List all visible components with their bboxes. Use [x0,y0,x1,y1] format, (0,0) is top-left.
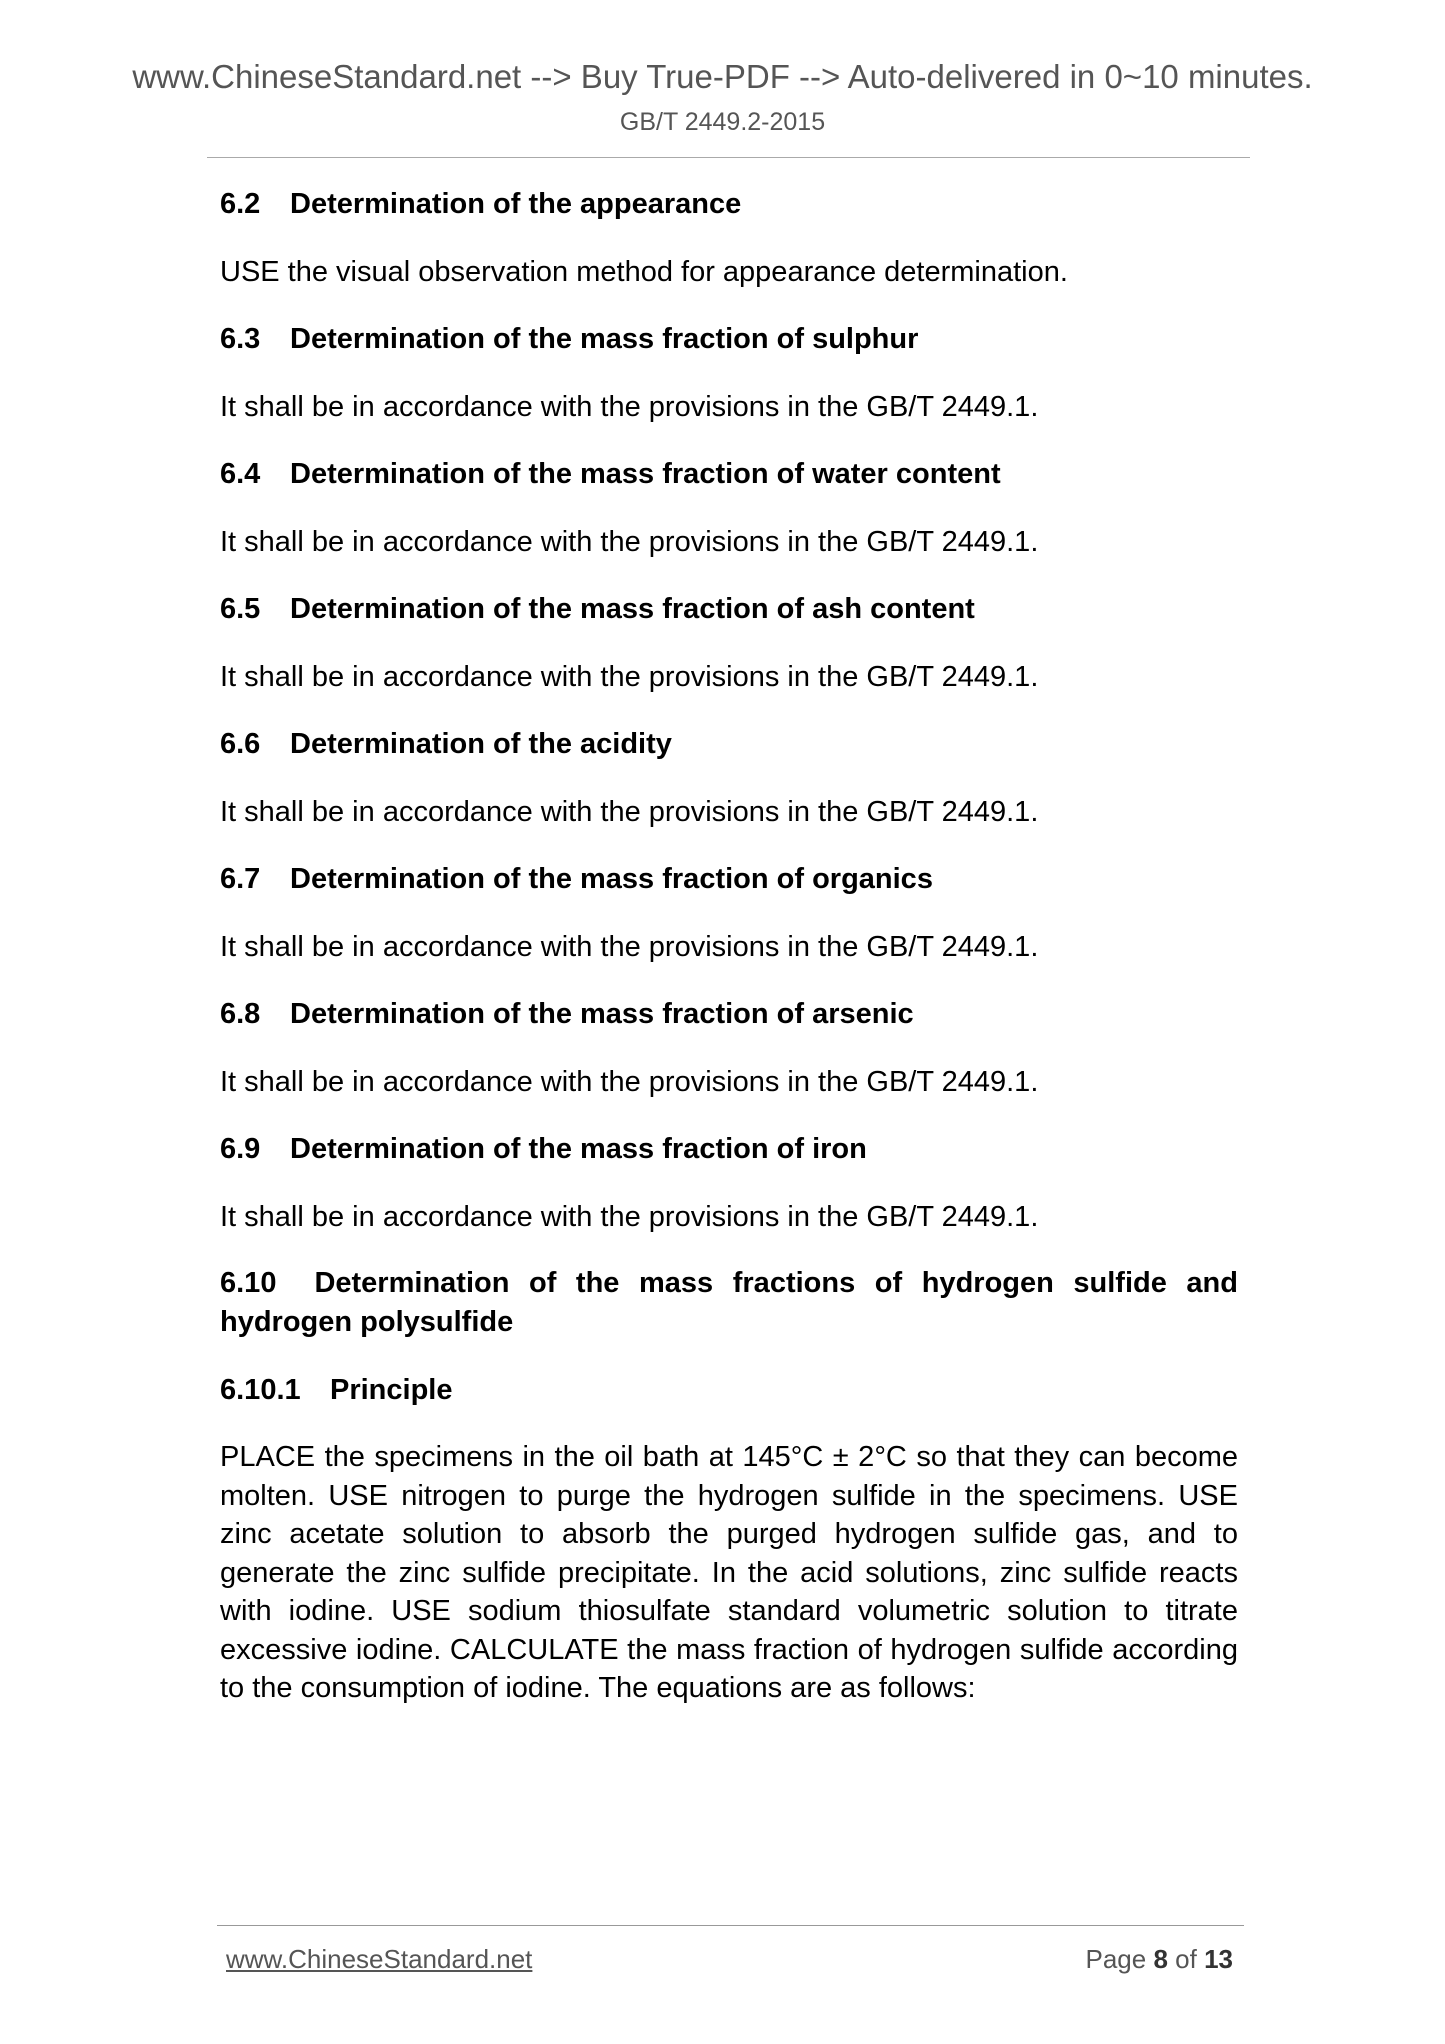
section-heading-6-4 [220,454,1238,494]
section-heading-6-10-1 [220,1370,1238,1410]
page-of-label: of [1175,1944,1197,1974]
section-heading-6-3 [220,319,1238,359]
section-heading-6-9 [220,1129,1238,1169]
section-title: Determination of the mass fraction of sulphur [290,323,919,355]
section-title: Principle [330,1374,453,1406]
principle-paragraph: PLACE the specimens in the oil bath at 145°C ± 2°C so that they can become molten. USE nitrogen to purge the hydrogen sulfide in the specimens. USE zinc acetate solution to absorb the purged hydrogen sulfide gas, and to generate the zinc sulfide precipitate. In the acid solutions, zinc sulfide reacts with iodine. USE sodium thiosulfate standard volumetric solution to titrate excessive iodine. CALCULATE the mass fraction of hydrogen sulfide according to the consumption of iodine. The equations are as follows: [220,1441,1238,1704]
section-title: Determination of the mass fraction of iron [290,1133,867,1165]
section-title: Determination of the acidity [290,728,672,760]
section-number: 6.10.1 [220,1374,301,1406]
footer-site-link[interactable]: www.ChineseStandard.net [226,1944,533,1974]
section-heading-6-8 [220,994,1238,1034]
section-body-6-8: It shall be in accordance with the provisions in the GB/T 2449.1. [220,1066,1039,1098]
footer-divider [217,1925,1244,1926]
section-title: Determination of the mass fractions of hydrogen sulfide and hydrogen polysulfide [220,1267,1238,1338]
section-body-6-9: It shall be in accordance with the provisions in the GB/T 2449.1. [220,1201,1039,1233]
section-title: Determination of the mass fraction of ash content [290,593,975,625]
section-number: 6.9 [220,1133,261,1165]
section-number: 6.2 [220,188,261,220]
section-body-6-6: It shall be in accordance with the provisions in the GB/T 2449.1. [220,796,1039,828]
section-heading-6-7 [220,859,1238,899]
page-total: 13 [1204,1944,1233,1974]
section-title: Determination of the mass fraction of arsenic [290,998,914,1030]
page-indicator [1085,1942,1233,1976]
section-number: 6.6 [220,728,261,760]
section-title: Determination of the mass fraction of water content [290,458,1001,490]
site-banner: www.ChineseStandard.net --> Buy True-PDF --> Auto-delivered in 0~10 minutes. [132,58,1313,95]
section-number: 6.3 [220,323,261,355]
section-number: 6.7 [220,863,261,895]
section-title: Determination of the mass fraction of organics [290,863,933,895]
header-divider [207,157,1250,158]
section-title: Determination of the appearance [290,188,742,220]
section-number: 6.10 [220,1267,277,1299]
section-heading-6-2 [220,184,1238,224]
section-body-6-7: It shall be in accordance with the provisions in the GB/T 2449.1. [220,931,1039,963]
section-heading-6-5 [220,589,1238,629]
section-heading-6-10 [220,1264,1238,1342]
section-body-6-4: It shall be in accordance with the provisions in the GB/T 2449.1. [220,526,1039,558]
section-body-6-2: USE the visual observation method for appearance determination. [220,256,1068,288]
page-label: Page [1085,1944,1147,1974]
section-body-6-5: It shall be in accordance with the provisions in the GB/T 2449.1. [220,661,1039,693]
section-number: 6.4 [220,458,261,490]
section-heading-6-6 [220,724,1238,764]
section-body-6-3: It shall be in accordance with the provisions in the GB/T 2449.1. [220,391,1039,423]
document-body [220,184,1238,1735]
section-number: 6.5 [220,593,261,625]
page-current: 8 [1153,1944,1168,1974]
section-number: 6.8 [220,998,261,1030]
document-id: GB/T 2449.2-2015 [619,108,826,136]
